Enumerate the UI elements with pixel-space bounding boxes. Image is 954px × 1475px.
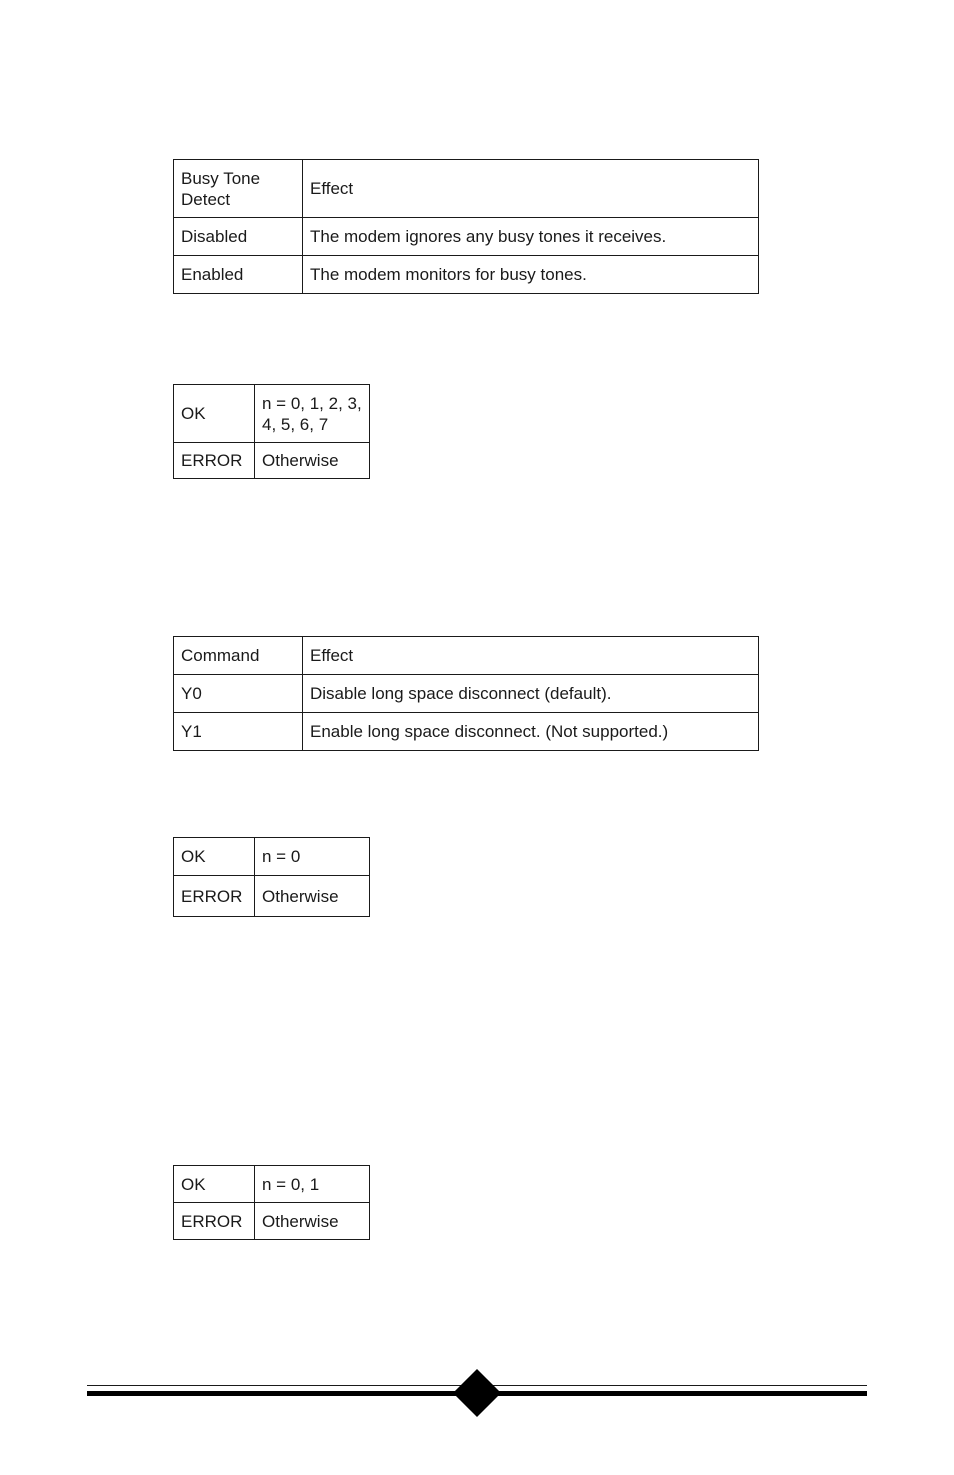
table-row bbox=[174, 256, 759, 294]
table-row bbox=[174, 1166, 370, 1203]
table-cell: Command bbox=[174, 637, 303, 675]
table-cell: Otherwise bbox=[255, 1203, 370, 1240]
table-row bbox=[174, 637, 759, 675]
table-cell: Busy Tone Detect bbox=[174, 160, 303, 218]
table-cell: Otherwise bbox=[255, 876, 370, 917]
table-row bbox=[174, 385, 370, 443]
table-cell: OK bbox=[174, 838, 255, 876]
table-cell: n = 0, 1, 2, 3, 4, 5, 6, 7 bbox=[255, 385, 370, 443]
result-codes-table-2 bbox=[173, 837, 370, 917]
table-cell: n = 0 bbox=[255, 838, 370, 876]
table-row bbox=[174, 218, 759, 256]
busy-tone-detect-table bbox=[173, 159, 759, 294]
table-cell: ERROR bbox=[174, 443, 255, 479]
table-row bbox=[174, 838, 370, 876]
table-cell: n = 0, 1 bbox=[255, 1166, 370, 1203]
footer-diamond-icon bbox=[453, 1369, 501, 1417]
table-cell: Otherwise bbox=[255, 443, 370, 479]
table-cell: The modem ignores any busy tones it receives. bbox=[303, 218, 759, 256]
table-cell: ERROR bbox=[174, 1203, 255, 1240]
table-cell: Effect bbox=[303, 637, 759, 675]
table-row bbox=[174, 160, 759, 218]
result-codes-table-1 bbox=[173, 384, 370, 479]
table-cell: Disabled bbox=[174, 218, 303, 256]
table-row bbox=[174, 876, 370, 917]
table-cell: OK bbox=[174, 1166, 255, 1203]
table-cell: Y1 bbox=[174, 713, 303, 751]
table-row bbox=[174, 713, 759, 751]
table-cell: The modem monitors for busy tones. bbox=[303, 256, 759, 294]
table-cell: Effect bbox=[303, 160, 759, 218]
long-space-disconnect-table bbox=[173, 636, 759, 751]
table-cell: ERROR bbox=[174, 876, 255, 917]
table-cell: Disable long space disconnect (default). bbox=[303, 675, 759, 713]
table-row bbox=[174, 443, 370, 479]
table-row bbox=[174, 675, 759, 713]
table-cell: Enable long space disconnect. (Not supported.) bbox=[303, 713, 759, 751]
table-row bbox=[174, 1203, 370, 1240]
result-codes-table-3 bbox=[173, 1165, 370, 1240]
table-cell: OK bbox=[174, 385, 255, 443]
table-cell: Enabled bbox=[174, 256, 303, 294]
table-cell: Y0 bbox=[174, 675, 303, 713]
